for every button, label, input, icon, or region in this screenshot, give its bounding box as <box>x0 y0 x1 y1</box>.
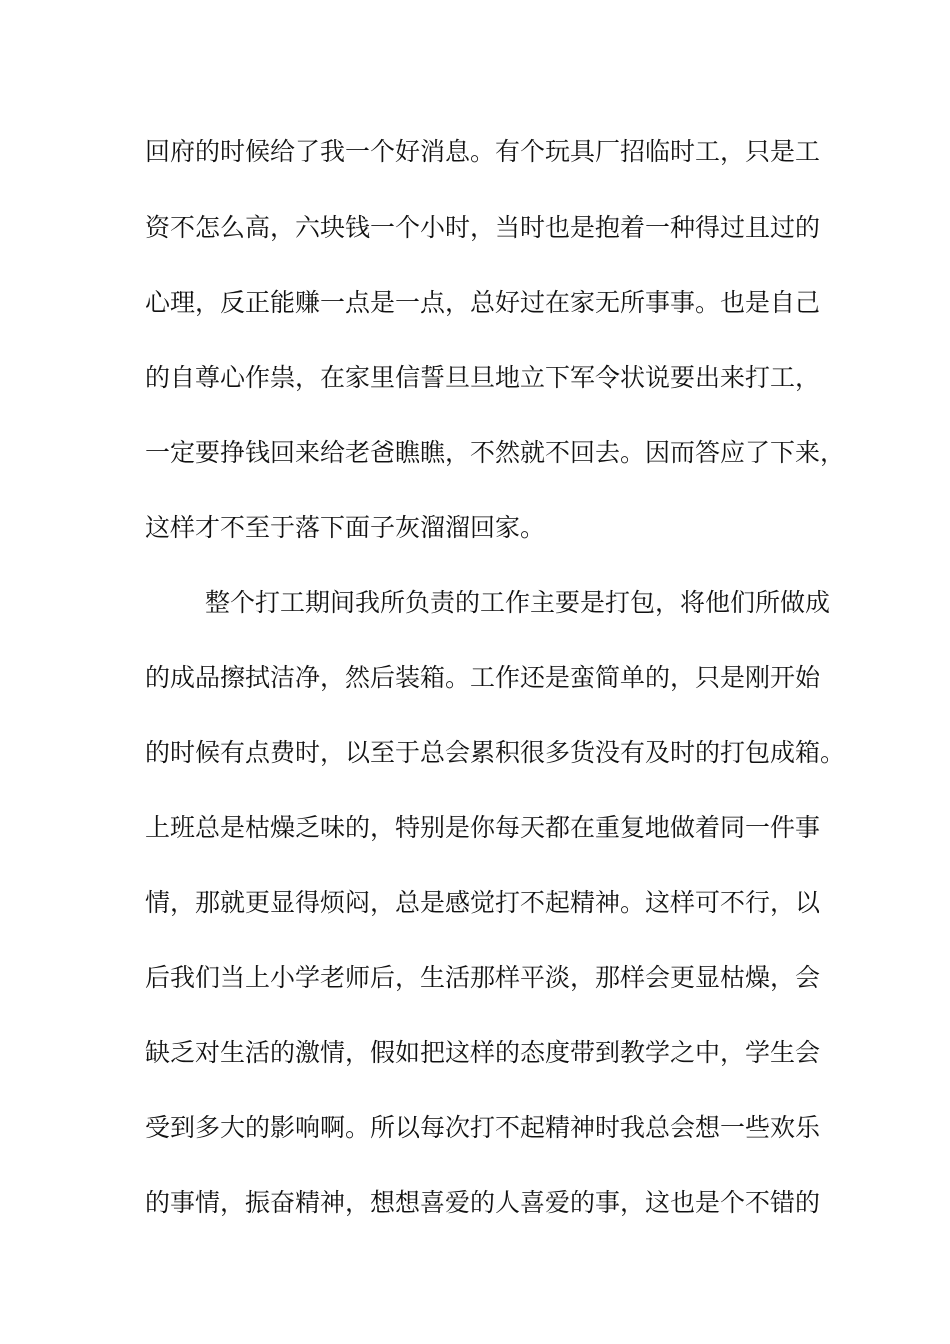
paragraph-first-line: 整个打工期间我所负责的工作主要是打包，将他们所做成 <box>205 588 831 617</box>
text-line: 回府的时候给了我一个好消息。有个玩具厂招临时工，只是工 <box>145 137 821 166</box>
text-line: 这样才不至于落下面子灰溜溜回家。 <box>145 513 546 542</box>
text-line: 的事情，振奋精神，想想喜爱的人喜爱的事，这也是个不错的 <box>145 1188 821 1217</box>
text-line: 受到多大的影响啊。所以每次打不起精神时我总会想一些欢乐 <box>145 1113 821 1142</box>
text-line: 缺乏对生活的激情，假如把这样的态度带到教学之中，学生会 <box>145 1038 821 1067</box>
text-line: 资不怎么高，六块钱一个小时，当时也是抱着一种得过且过的 <box>145 213 821 242</box>
text-line: 上班总是枯燥乏味的，特别是你每天都在重复地做着同一件事 <box>145 813 821 842</box>
text-line: 的时候有点费时，以至于总会累积很多货没有及时的打包成箱。 <box>145 738 846 767</box>
text-line: 一定要挣钱回来给老爸瞧瞧，不然就不回去。因而答应了下来， <box>145 438 846 467</box>
text-line: 后我们当上小学老师后，生活那样平淡，那样会更显枯燥，会 <box>145 963 821 992</box>
text-line: 的自尊心作祟，在家里信誓旦旦地立下军令状说要出来打工， <box>145 363 821 392</box>
text-line: 的成品擦拭洁净，然后装箱。工作还是蛮简单的，只是刚开始 <box>145 663 821 692</box>
text-line: 心理，反正能赚一点是一点，总好过在家无所事事。也是自己 <box>145 288 821 317</box>
text-line: 情，那就更显得烦闷，总是感觉打不起精神。这样可不行，以 <box>145 888 821 917</box>
